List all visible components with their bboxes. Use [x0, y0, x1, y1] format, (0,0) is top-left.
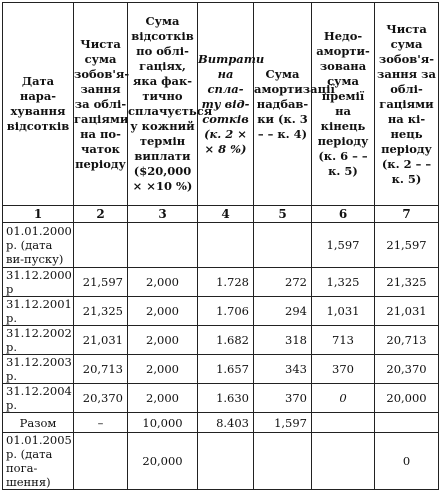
- date-cell: 01.01.2000 р. (дата ви-пуску): [3, 223, 74, 268]
- value-cell: 20,370: [74, 384, 128, 413]
- value-cell: [198, 433, 254, 490]
- value-cell: 20,370: [375, 355, 439, 384]
- value-cell: [375, 413, 439, 433]
- value-cell: 21,031: [375, 297, 439, 326]
- table-row: [3, 268, 439, 297]
- value-cell: 0: [312, 384, 375, 413]
- value-cell: 0: [375, 433, 439, 490]
- table-row: [3, 326, 439, 355]
- value-cell: 370: [312, 355, 375, 384]
- value-cell: [312, 433, 375, 490]
- value-cell: 272: [254, 268, 312, 297]
- value-cell: 1,597: [312, 223, 375, 268]
- header-cell: Недо-аморти-зована сума премії на кінець періоду (к. 6 – – к. 5): [312, 3, 375, 206]
- table-row: [3, 223, 439, 268]
- value-cell: [128, 223, 198, 268]
- column-number: 2: [74, 206, 128, 223]
- value-cell: 21,325: [74, 297, 128, 326]
- value-cell: 21,597: [74, 268, 128, 297]
- date-cell: 31.12.2001 р.: [3, 297, 74, 326]
- header-cell: Витрати на спла-ту від-сотків (к. 2 × × 8 %): [198, 3, 254, 206]
- column-number-row: [3, 206, 439, 223]
- value-cell: 10,000: [128, 413, 198, 433]
- value-cell: 2,000: [128, 268, 198, 297]
- value-cell: 1,031: [312, 297, 375, 326]
- total-row: [3, 413, 439, 433]
- value-cell: [74, 223, 128, 268]
- table-row: [3, 384, 439, 413]
- date-cell: 31.12.2003 р.: [3, 355, 74, 384]
- value-cell: 20,000: [375, 384, 439, 413]
- header-cell: Сума відсотків по облі-гаціях, яка фак-тично сплачується у кожний термін виплати ($20,000 × ×10 %): [128, 3, 198, 206]
- table-row: [3, 355, 439, 384]
- column-number: 1: [3, 206, 74, 223]
- value-cell: 1.657: [198, 355, 254, 384]
- value-cell: 370: [254, 384, 312, 413]
- value-cell: [254, 223, 312, 268]
- value-cell: 1.682: [198, 326, 254, 355]
- column-number: 5: [254, 206, 312, 223]
- header-cell: Дата нара-хування відсотків: [3, 3, 74, 206]
- value-cell: 2,000: [128, 326, 198, 355]
- value-cell: [254, 433, 312, 490]
- header-cell: Сума амортизації надбав-ки (к. 3 – – к. 4): [254, 3, 312, 206]
- date-cell: 31.12.2004 р.: [3, 384, 74, 413]
- date-cell: 01.01.2005 р. (дата пога-шення): [3, 433, 74, 490]
- value-cell: –: [74, 413, 128, 433]
- amortization-table: [2, 2, 439, 490]
- value-cell: 20,713: [375, 326, 439, 355]
- value-cell: 343: [254, 355, 312, 384]
- table-row: [3, 433, 439, 490]
- value-cell: 21,325: [375, 268, 439, 297]
- column-number: 4: [198, 206, 254, 223]
- value-cell: 2,000: [128, 355, 198, 384]
- total-label: Разом: [3, 413, 74, 433]
- value-cell: [198, 223, 254, 268]
- value-cell: 2,000: [128, 384, 198, 413]
- value-cell: [312, 413, 375, 433]
- value-cell: 1.728: [198, 268, 254, 297]
- value-cell: 1.706: [198, 297, 254, 326]
- value-cell: 21,597: [375, 223, 439, 268]
- value-cell: 1,325: [312, 268, 375, 297]
- value-cell: 21,031: [74, 326, 128, 355]
- value-cell: 318: [254, 326, 312, 355]
- value-cell: [74, 433, 128, 490]
- date-cell: 31.12.2002 р.: [3, 326, 74, 355]
- column-number: 6: [312, 206, 375, 223]
- column-number: 3: [128, 206, 198, 223]
- value-cell: 1.630: [198, 384, 254, 413]
- value-cell: 20,000: [128, 433, 198, 490]
- value-cell: 2,000: [128, 297, 198, 326]
- column-number: 7: [375, 206, 439, 223]
- date-cell: 31.12.2000 р: [3, 268, 74, 297]
- value-cell: 20,713: [74, 355, 128, 384]
- value-cell: 713: [312, 326, 375, 355]
- value-cell: 1,597: [254, 413, 312, 433]
- table-row: [3, 297, 439, 326]
- header-cell: Чиста сума зобов'я-зання за облі-гаціями на по-чаток періоду: [74, 3, 128, 206]
- value-cell: 294: [254, 297, 312, 326]
- value-cell: 8.403: [198, 413, 254, 433]
- header-cell: Чиста сума зобов'я-зання за облі-гаціями на кі-нець періоду (к. 2 – – к. 5): [375, 3, 439, 206]
- header-row: [3, 3, 439, 206]
